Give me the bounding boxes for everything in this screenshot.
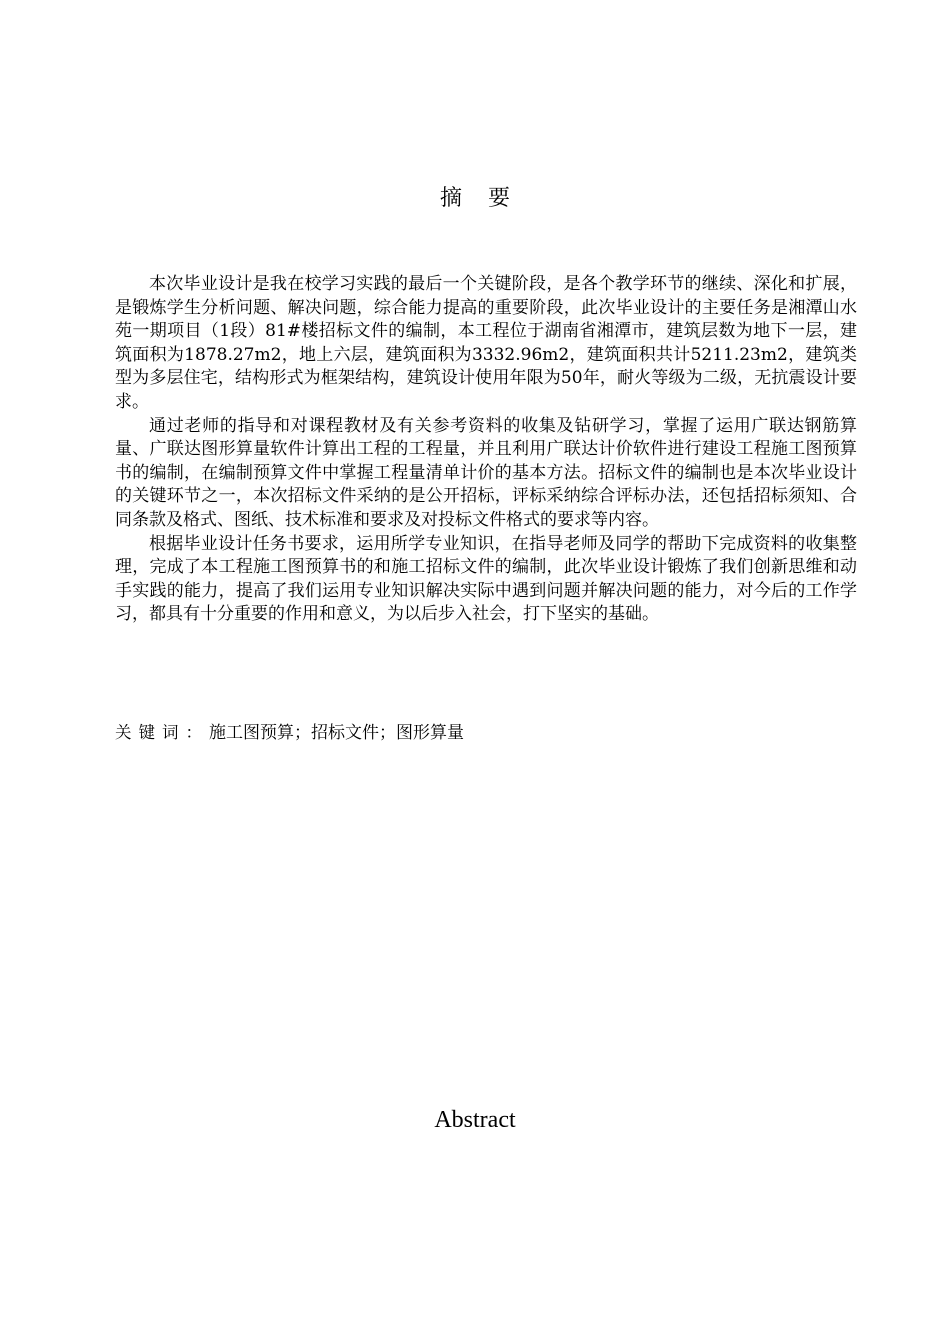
keywords-line — [115, 721, 857, 745]
abstract-paragraph-1: 本次毕业设计是我在校学习实践的最后一个关键阶段，是各个教学环节的继续、深化和扩展，是锻炼学生分析问题、解决问题，综合能力提高的重要阶段，此次毕业设计的主要任务是湘潭山水苑一期项目（1段）81#楼招标文件的编制，本工程位于湖南省湘潭市，建筑层数为地下一层，建筑面积为1878.27m2，地上六层，建筑面积为3332.96m2，建筑面积共计5211.23m2，建筑类型为多层住宅，结构形式为框架结构，建筑设计使用年限为50年，耐火等级为二级，无抗震设计要求。 — [115, 274, 857, 412]
abstract-paragraph-3: 根据毕业设计任务书要求，运用所学专业知识，在指导老师及同学的帮助下完成资料的收集整理，完成了本工程施工图预算书的和施工招标文件的编制，此次毕业设计锻炼了我们创新思维和动手实践的能力，提高了我们运用专业知识解决实际中遇到问题并解决问题的能力，对今后的工作学习，都具有十分重要的作用和意义，为以后步入社会，打下坚实的基础。 — [115, 533, 857, 625]
abstract-title-en: Abstract — [434, 1107, 516, 1133]
abstract-title-cn: 摘要 — [439, 186, 536, 211]
keywords-label: 关键词： — [115, 723, 209, 742]
abstract-body-cn — [115, 273, 857, 627]
abstract-paragraph-2: 通过老师的指导和对课程教材及有关参考资料的收集及钻研学习，掌握了运用广联达钢筋算量、广联达图形算量软件计算出工程的工程量，并且利用广联达计价软件进行建设工程施工图预算书的编制，在编制预算文件中掌握工程量清单计价的基本方法。招标文件的编制也是本次毕业设计的关键环节之一，本次招标文件采纳的是公开招标，评标采纳综合评标办法，还包括招标须知、合同条款及格式、图纸、技术标准和要求及对投标文件格式的要求等内容。 — [115, 415, 857, 530]
keywords-value: 施工图预算；招标文件；图形算量 — [209, 723, 464, 743]
